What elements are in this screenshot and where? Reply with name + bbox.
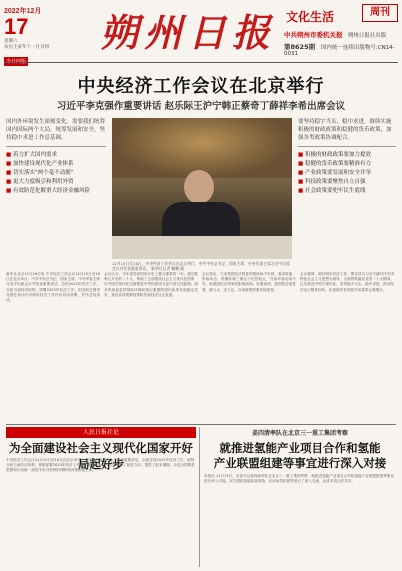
lead-photo[interactable] (112, 118, 292, 259)
left-quote: 国内外环境发生深刻变化，需要我们统筹国内国际两个大局，统筹发展和安全，坚持稳中求进工作总基调。 (6, 118, 106, 147)
publisher-note: 朔州日报社出版 (347, 33, 387, 39)
masthead-rule (4, 62, 398, 63)
day-number: 17 (4, 14, 29, 39)
date-box (4, 6, 50, 68)
publisher (284, 30, 386, 39)
left-panel (6, 118, 106, 196)
right-panel (298, 118, 396, 196)
main-subhead: 习近平李克强作重要讲话 赵乐际王沪宁韩正蔡奇丁薛祥李希出席会议 (56, 101, 346, 112)
right-quote: 要坚持稳字当头、稳中求进，继续实施积极的财政政策和稳健的货币政策，加强各类政策协调配合。 (298, 118, 396, 147)
right-bullet: ■ 社会政策要兜牢民生底线 (298, 187, 396, 196)
local-news-kicker: 姜四清率队在北京三一重工集团考察 (251, 430, 348, 437)
article-column: 会议强调，做好明年经济工作，要坚持以习近平新时代中国特色社会主义思想为指导，全面贯彻落实党的二十大精神，扎实推进中国式现代化，坚持稳字当头、稳中求进，推动经济运行整体好转，实现质的有效提升和量的合理增长。 (300, 272, 394, 292)
lunar-date: 农历壬寅年十一月廿四 (4, 44, 49, 49)
left-bullet: ■ 有效防范化解重大经济金融风险 (6, 187, 106, 196)
speaker-head (184, 170, 214, 204)
editorial-body: 中央经济工作会议12月15日至16日在北京举行。习近平总书记在会上发表重要讲话，全面总结2022年经济工作，深刻分析当前经济形势，系统部署2023年经济工作，为做好明年经济工作指明了前进方向、提供了根本遵循。全党全国要把思想和行动统一到党中央对形势的判断和决策部署上来。 (6, 458, 195, 473)
editorial-tag: 人民日报社论 (6, 427, 196, 438)
local-news-headline[interactable]: 就推进氢能产业项目合作和氢能 (219, 441, 381, 455)
main-headline[interactable]: 中央经济工作会议在北京举行 (77, 76, 325, 97)
left-bullet: ■ 加快建设现代化产业体系 (6, 160, 106, 169)
publisher-name: 中共朔州市委机关报 (284, 31, 343, 39)
editorial-headline[interactable]: 为全面建设社会主义现代化国家开好局起好步 (9, 441, 193, 471)
article-column: 会议认为，今年是党和国家历史上极为重要的一年。我们胜利召开党的二十大，擘画了全面建设社会主义现代化国家、以中国式现代化全面推进中华民族伟大复兴的宏伟蓝图。面对风高浪急的国际环境和艰巨繁重的国内改革发展稳定任务，我们高效统筹疫情防控和经济社会发展。 (104, 272, 198, 297)
cn-code: 国内统一连续出版物号:CN14-0031 (284, 45, 395, 57)
column-divider (199, 427, 200, 567)
year-month: 2022年12月 (4, 8, 42, 15)
article-column: 会议指出，当前我国经济恢复的基础尚不牢固，需求收缩、供给冲击、预期转弱三重压力仍然较大，外部环境动荡不安，给我国经济带来的影响加深。但要看到，我国经济韧性强、潜力大、活力足，各项政策效果持续显现。 (202, 272, 296, 292)
section-divider (6, 424, 396, 425)
section-name: 文化生活 (286, 10, 335, 24)
right-bullet: ■ 科技政策要聚焦自立自强 (298, 178, 396, 187)
weekday: 星期六 (4, 38, 18, 43)
right-bullet: ■ 产业政策要发展和安全并举 (298, 169, 396, 178)
issue-info (284, 42, 402, 57)
left-bullet: ■ 切实落实“两个毫不动摇” (6, 169, 106, 178)
left-bullet: ■ 着力扩大国内需求 (6, 151, 106, 160)
right-bullet: ■ 稳健的货币政策要精准有力 (298, 160, 396, 169)
newspaper-logo: 朔州日报 (100, 10, 277, 55)
desk (112, 236, 292, 259)
issue-number: 第8625期 (284, 43, 316, 51)
photo-caption: 12月15日至16日，中央经济工作会议在北京举行。中共中央总书记、国家主席、中央军委主席习近平出席会议并发表重要讲话。 新华社记者 鞠鹏 摄 (112, 261, 290, 271)
masthead (0, 0, 402, 66)
lead-article-body (6, 272, 396, 422)
local-news-body: 本报讯 12月15日，市委书记姜四清率队在北京三一重工集团考察，就推进氢能产业项目合作和氢能产业联盟组建等事宜进行深入对接。双方围绕氢能装备制造、应用场景拓展等进行了深入交流，达成多项合作共识。 (204, 474, 394, 484)
right-bullet: ■ 积极的财政政策要加力提效 (298, 151, 396, 160)
flag-backdrop (112, 118, 292, 178)
weekly-badge: 周刊 (362, 4, 398, 22)
local-news-headline[interactable]: 产业联盟组建等事宜进行深入对接 (213, 456, 387, 470)
left-bullet: ■ 更大力度吸引和利用外资 (6, 178, 106, 187)
article-column: 新华社北京12月16日电 中央经济工作会议12月15日至16日在北京举行。中共中央总书记、国家主席、中央军委主席习近平出席会议并发表重要讲话，总结2022年经济工作，分析当前经济形势，部署2023年经济工作。国务院总理李克强在讲话中对明年经济工作作出具体部署，并作总结讲话。 (6, 272, 100, 303)
